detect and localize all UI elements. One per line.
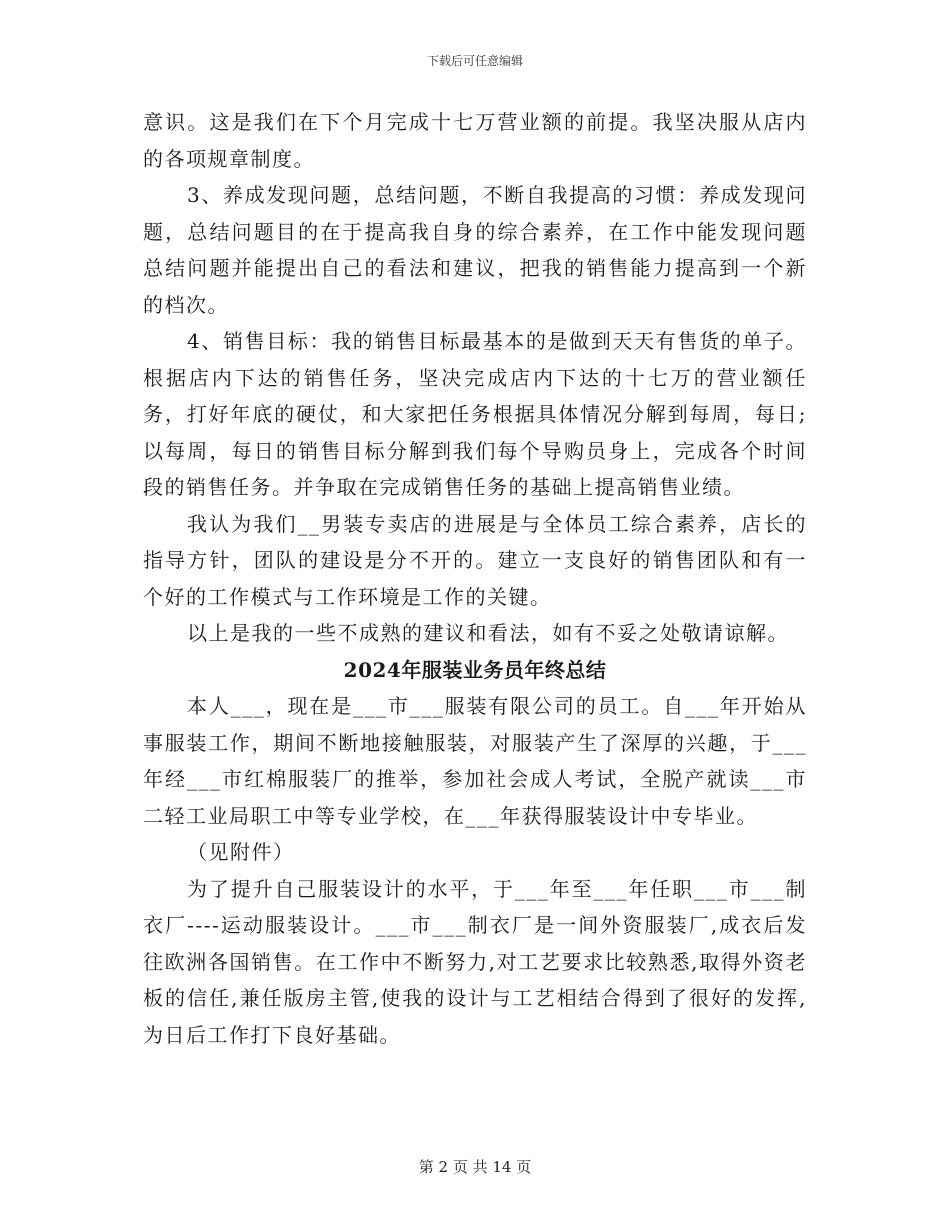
- paragraph-habit: 3、养成发现问题，总结问题，不断自我提高的习惯：养成发现问题，总结问题目的在于提高我自身的综合素养，在工作中能发现问题总结问题并能提出自己的看法和建议，把我的销售能力提高到一个新的档次。: [143, 183, 807, 317]
- section-title: 2024年服装业务员年终总结: [343, 657, 607, 682]
- paragraph-experience: 为了提升自己服装设计的水平，于___年至___年任职___市___制衣厂----运动服装设计。___市___制衣厂是一间外资服装厂,成衣后发往欧洲各国销售。在工作中不断努力,对工艺要求比较熟悉,取得外资老板的信任,兼任版房主管,使我的设计与工艺相结合得到了很好的发挥,为日后工作打下良好基础。: [143, 876, 807, 1047]
- paragraph-intro: 本人___，现在是___市___服装有限公司的员工。自___年开始从事服装工作，期间不断地接触服装，对服装产生了深厚的兴趣，于___年经___市红棉服装厂的推举，参加社会成人考试，全脱产就读___市二轻工业局职工中等专业学校，在___年获得服装设计中专毕业。: [143, 694, 807, 828]
- paragraph-team: 我认为我们__男装专卖店的进展是与全体员工综合素养，店长的指导方针，团队的建设是分不开的。建立一支良好的销售团队和有一个好的工作模式与工作环境是工作的关键。: [143, 511, 807, 609]
- paragraph-attachment-note: （见附件）: [187, 840, 295, 864]
- page-header: 下载后可任意编辑: [426, 54, 523, 68]
- page-number: 第 2 页 共 14 页: [418, 1158, 532, 1176]
- paragraph-sales-target: 4、销售目标：我的销售目标最基本的是做到天天有售货的单子。根据店内下达的销售任务，坚决完成店内下达的十七万的营业额任务，打好年底的硬仗，和大家把任务根据具体情况分解到每周，每日;以每周，每日的销售目标分解到我们每个导购员身上，完成各个时间段的销售任务。并争取在完成销售任务的基础上提高销售业绩。: [143, 329, 807, 499]
- paragraph-continuation: 意识。这是我们在下个月完成十七万营业额的前提。我坚决服从店内的各项规章制度。: [143, 110, 807, 171]
- document-body: [143, 104, 807, 1053]
- paragraph-closing: 以上是我的一些不成熟的建议和看法，如有不妥之处敬请谅解。: [187, 621, 789, 645]
